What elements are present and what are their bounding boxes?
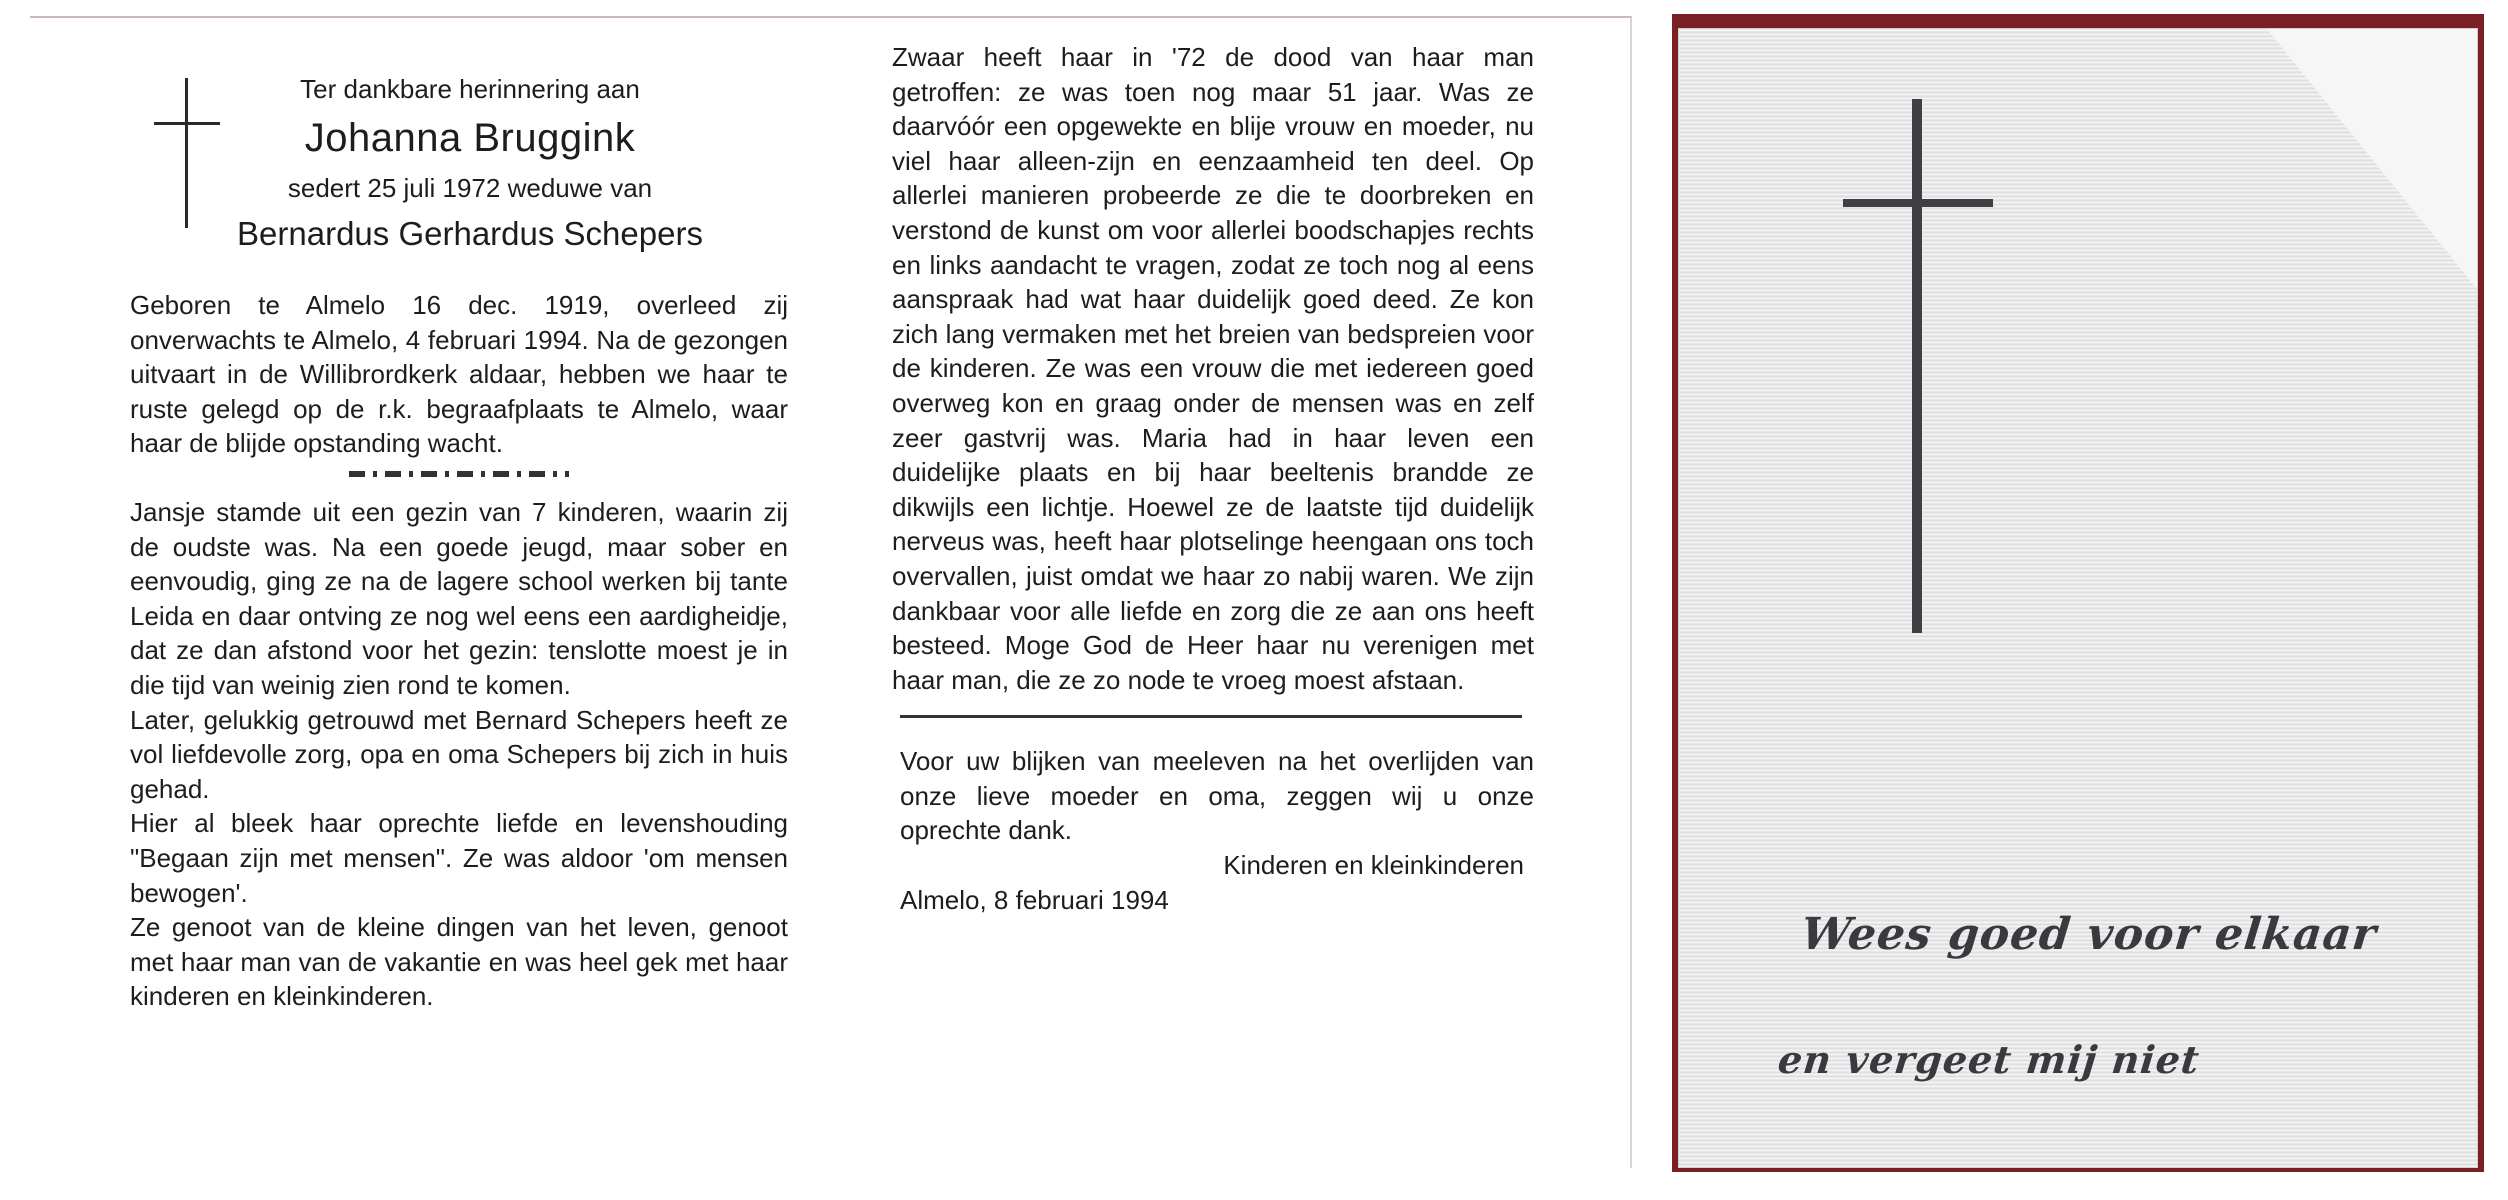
memorial-card-inner bbox=[30, 16, 1632, 1168]
memorial-card-cover bbox=[1672, 14, 2484, 1172]
cover-paper bbox=[1678, 28, 2478, 1168]
husband-name: Bernardus Gerhardus Schepers bbox=[237, 215, 703, 252]
place-date: Almelo, 8 februari 1994 bbox=[900, 884, 1169, 915]
ornament-divider bbox=[349, 471, 569, 477]
thanks-paragraph: Voor uw blijken van meeleven na het overlijden van onze lieve moeder en oma, zeggen wij u onze oprechte dank. bbox=[900, 746, 1534, 846]
character-paragraph: Hier al bleek haar oprechte liefde en levenshouding "Begaan zijn met mensen". Ze was aldoor 'om mensen bewogen'. bbox=[130, 808, 788, 908]
birth-death-paragraph: Geboren te Almelo 16 dec. 1919, overleed zij onverwachts te Almelo, 4 februari 1994. Na de gezongen uitvaart in de Willibrordkerk aldaar, hebben we haar te ruste gelegd op de r.k. begraafplaats te Almelo, waar haar de blijde opstanding wacht. bbox=[130, 290, 788, 459]
intro-line: Ter dankbare herinnering aan bbox=[300, 74, 640, 104]
motto-line-1: Wees goed voor elkaar bbox=[1798, 909, 2380, 960]
joys-paragraph: Ze genoot van de kleine dingen van het leven, genoot met haar man van de vakantie en was heel gek met haar kinderen en kleinkinderen. bbox=[130, 912, 788, 1012]
divider-rule bbox=[900, 715, 1522, 718]
widowhood-paragraph: Zwaar heeft haar in '72 de dood van haar man getroffen: ze was toen nog maar 51 jaar. Was ze daarvóór een opgewekte en blije vrouw en moeder, nu viel haar alleen-zijn en eenzaamheid ten deel. Op allerlei manieren probeerde ze die te doorbreken en verstond de kunst om voor allerlei boodschapjes rechts en links aandacht te vragen, zodat ze toch nog al eens aanspraak had wat haar duidelijk goed deed. Ze kon zich lang vermaken met het breien van bedspreien voor de kinderen. Ze was een vrouw die met iedereen goed overweg kon en graag onder de mensen was en zelf zeer gastvrij was. Maria had in haar leven een duidelijke plaats en bij haar beeltenis brandde ze dikwijls een lichtje. Hoewel ze de laatste tijd duidelijk nerveus was, heeft haar plotselinge heengaan ons toch overvallen, juist omdat we haar zo nabij waren. We zijn dankbaar voor alle liefde en zorg die ze aan ons heeft besteed. Moge God de Heer haar nu verenigen met haar man, die ze zo node te vroeg moest afstaan. bbox=[892, 42, 1534, 695]
cross-horizontal-bar bbox=[1843, 199, 1993, 207]
marriage-paragraph: Later, gelukkig getrouwd met Bernard Schepers heeft ze vol liefdevolle zorg, opa en oma Schepers bij zich in huis gehad. bbox=[130, 704, 788, 804]
left-column bbox=[130, 288, 788, 1014]
right-column bbox=[892, 40, 1534, 917]
motto-line-2: en vergeet mij niet bbox=[1775, 1037, 2203, 1082]
card-header bbox=[170, 68, 770, 256]
life-paragraph: Jansje stamde uit een gezin van 7 kinderen, waarin zij de oudste was. Na een goede jeugd, maar sober en eenvoudig, ging ze na de lagere school werken bij tante Leida en daar ontving ze nog wel eens een aardigheidje, dat ze dan afstond voor het gezin: tenslotte moest je in die tijd van weinig zien rond te komen. bbox=[130, 496, 788, 700]
cross-vertical-bar bbox=[1912, 99, 1922, 633]
large-cross-icon bbox=[1843, 99, 1993, 633]
folded-corner bbox=[2267, 29, 2477, 289]
widow-line: sedert 25 juli 1972 weduwe van bbox=[287, 173, 653, 203]
deceased-name: Johanna Bruggink bbox=[304, 116, 636, 160]
signature: Kinderen en kleinkinderen bbox=[1223, 850, 1524, 881]
